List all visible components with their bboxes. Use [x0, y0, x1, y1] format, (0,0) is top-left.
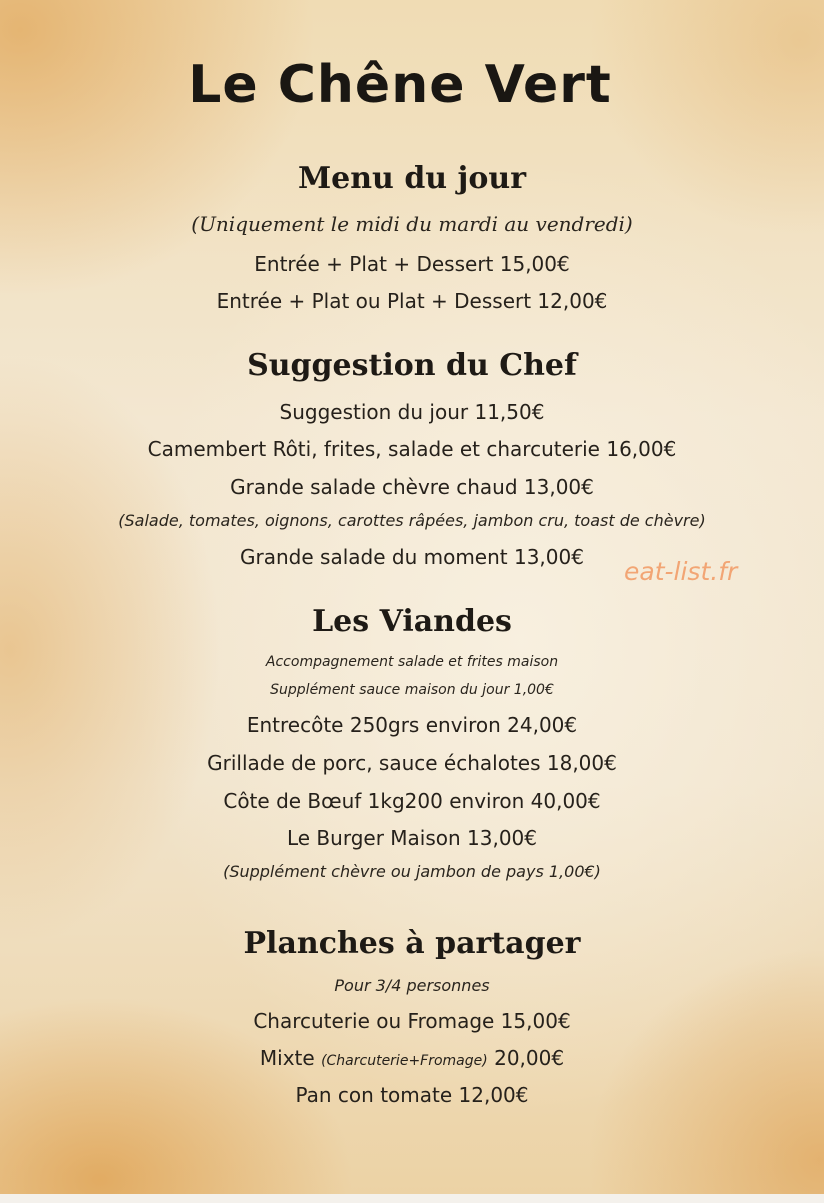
suggestion-chef-item: Grande salade du moment 13,00€ [240, 545, 584, 569]
viandes-item: Grillade de porc, sauce échalotes 18,00€ [207, 751, 617, 775]
suggestion-chef-item: Grande salade chèvre chaud 13,00€ [230, 475, 594, 499]
salade-ingredients-note: (Salade, tomates, oignons, carottes râpées, jambon cru, toast de chèvre) [118, 511, 706, 530]
menu-du-jour-item: Entrée + Plat ou Plat + Dessert 12,00€ [216, 289, 608, 313]
viandes-item: Côte de Bœuf 1kg200 environ 40,00€ [223, 789, 601, 813]
suggestion-chef-item: Suggestion du jour 11,50€ [279, 400, 545, 424]
viandes-item: Entrecôte 250grs environ 24,00€ [246, 713, 578, 737]
bottom-strip [0, 1194, 824, 1203]
suggestion-chef-title: Suggestion du Chef [247, 348, 577, 383]
suggestion-chef-item: Camembert Rôti, frites, salade et charcuterie 16,00€ [147, 437, 677, 461]
menu-du-jour-title: Menu du jour [297, 161, 527, 196]
restaurant-name: Le Chêne Vert [188, 55, 612, 115]
planches-item: Pan con tomate 12,00€ [295, 1083, 529, 1107]
mixte-label: Mixte [259, 1046, 315, 1070]
planches-item-mixte [0, 1046, 824, 1070]
burger-supplement-note: (Supplément chèvre ou jambon de pays 1,00€) [223, 862, 601, 881]
viandes-item: Le Burger Maison 13,00€ [286, 826, 538, 850]
viandes-note: Accompagnement salade et frites maison [265, 654, 559, 670]
viandes-note: Supplément sauce maison du jour 1,00€ [270, 682, 554, 698]
viandes-title: Les Viandes [312, 604, 512, 639]
mixte-note: (Charcuterie+Fromage) [321, 1053, 488, 1069]
planches-subtitle: Pour 3/4 personnes [334, 976, 490, 995]
watermark: eat-list.fr [624, 557, 738, 586]
planches-item: Charcuterie ou Fromage 15,00€ [253, 1009, 571, 1033]
menu-du-jour-item: Entrée + Plat + Dessert 15,00€ [254, 252, 570, 276]
menu-du-jour-subtitle: (Uniquement le midi du mardi au vendredi) [191, 212, 633, 236]
mixte-price: 20,00€ [494, 1046, 565, 1070]
planches-title: Planches à partager [243, 926, 581, 961]
